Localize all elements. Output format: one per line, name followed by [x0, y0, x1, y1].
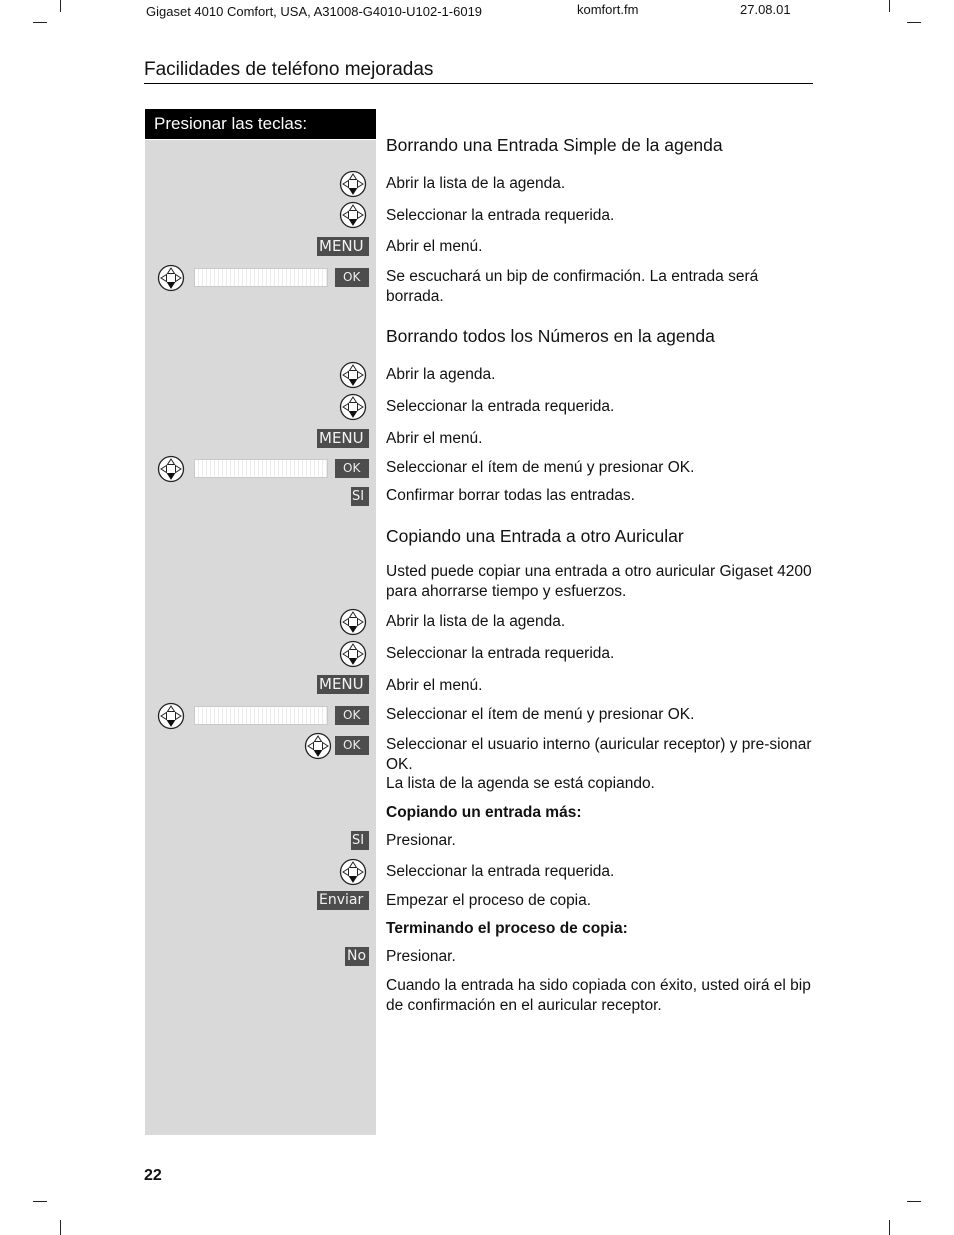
step-text: Abrir la agenda. [386, 366, 496, 383]
display-field [194, 459, 328, 478]
enviar-key: Enviar [317, 891, 369, 910]
navigation-key-icon [339, 393, 367, 421]
crop-mark [889, 0, 890, 12]
navigation-key-icon [157, 264, 185, 292]
step-text: Confirmar borrar todas las entradas. [386, 487, 635, 504]
section-title: Borrando todos los Números en la agenda [386, 326, 715, 346]
crop-mark [907, 1201, 921, 1202]
menu-key: MENU [317, 675, 369, 694]
section-title: Borrando una Entrada Simple de la agenda [386, 135, 723, 155]
step-text: Abrir la lista de la agenda. [386, 613, 566, 630]
file-name: komfort.fm [577, 2, 639, 17]
display-field [194, 268, 328, 287]
doc-id: Gigaset 4010 Comfort, USA, A31008-G4010-U102-1-6019 [146, 4, 483, 19]
chapter-title: Facilidades de teléfono mejoradas [144, 59, 434, 80]
crop-mark [60, 1220, 61, 1235]
step-text: Presionar. [386, 832, 456, 849]
si-key: SI [351, 831, 369, 850]
no-key: No [345, 947, 369, 966]
step-text: Seleccionar la entrada requerida. [386, 398, 615, 415]
ok-key: OK [335, 736, 369, 755]
menu-key: MENU [317, 429, 369, 448]
crop-mark [33, 1201, 47, 1202]
navigation-key-icon [339, 858, 367, 886]
page-number: 22 [144, 1167, 162, 1184]
navigation-key-icon [304, 732, 332, 760]
doc-date: 27.08.01 [740, 2, 791, 17]
intro-text: Usted puede copiar una entrada a otro auricular Gigaset 4200 para ahorrarse tiempo y esfuerzos. [386, 563, 812, 600]
navigation-key-icon [339, 608, 367, 636]
step-text: Se escuchará un bip de confirmación. La entrada será borrada. [386, 268, 759, 305]
closing-text: Cuando la entrada ha sido copiada con éxito, usted oirá el bip de confirmación en el auricular receptor. [386, 977, 811, 1014]
crop-mark [60, 0, 61, 12]
step-text: Abrir el menú. [386, 238, 483, 255]
step-text: Abrir la lista de la agenda. [386, 175, 566, 192]
step-text: La lista de la agenda se está copiando. [386, 775, 655, 792]
step-text: Seleccionar la entrada requerida. [386, 645, 615, 662]
crop-mark [907, 22, 921, 23]
si-key: SI [351, 487, 369, 506]
keys-column-title: Presionar las teclas: [145, 109, 376, 139]
navigation-key-icon [339, 640, 367, 668]
step-text: Presionar. [386, 948, 456, 965]
navigation-key-icon [157, 455, 185, 483]
header-rule [144, 83, 813, 84]
display-field [194, 706, 328, 725]
step-text: Abrir el menú. [386, 430, 483, 447]
navigation-key-icon [339, 361, 367, 389]
ok-key: OK [335, 459, 369, 478]
subsection-title: Terminando el proceso de copia: [386, 920, 628, 937]
crop-mark [889, 1220, 890, 1235]
step-text: Empezar el proceso de copia. [386, 892, 592, 909]
step-text: Seleccionar la entrada requerida. [386, 207, 615, 224]
crop-mark [33, 22, 47, 23]
step-text: Seleccionar la entrada requerida. [386, 863, 615, 880]
ok-key: OK [335, 706, 369, 725]
step-text: Seleccionar el ítem de menú y presionar OK. [386, 459, 695, 476]
navigation-key-icon [157, 702, 185, 730]
subsection-title: Copiando un entrada más: [386, 804, 582, 821]
step-text: Seleccionar el usuario interno (auricular receptor) y pre-sionar OK. [386, 736, 812, 773]
step-text: Seleccionar el ítem de menú y presionar OK. [386, 706, 695, 723]
navigation-key-icon [339, 201, 367, 229]
ok-key: OK [335, 268, 369, 287]
navigation-key-icon [339, 170, 367, 198]
step-text: Abrir el menú. [386, 677, 483, 694]
section-title: Copiando una Entrada a otro Auricular [386, 526, 684, 546]
menu-key: MENU [317, 237, 369, 256]
